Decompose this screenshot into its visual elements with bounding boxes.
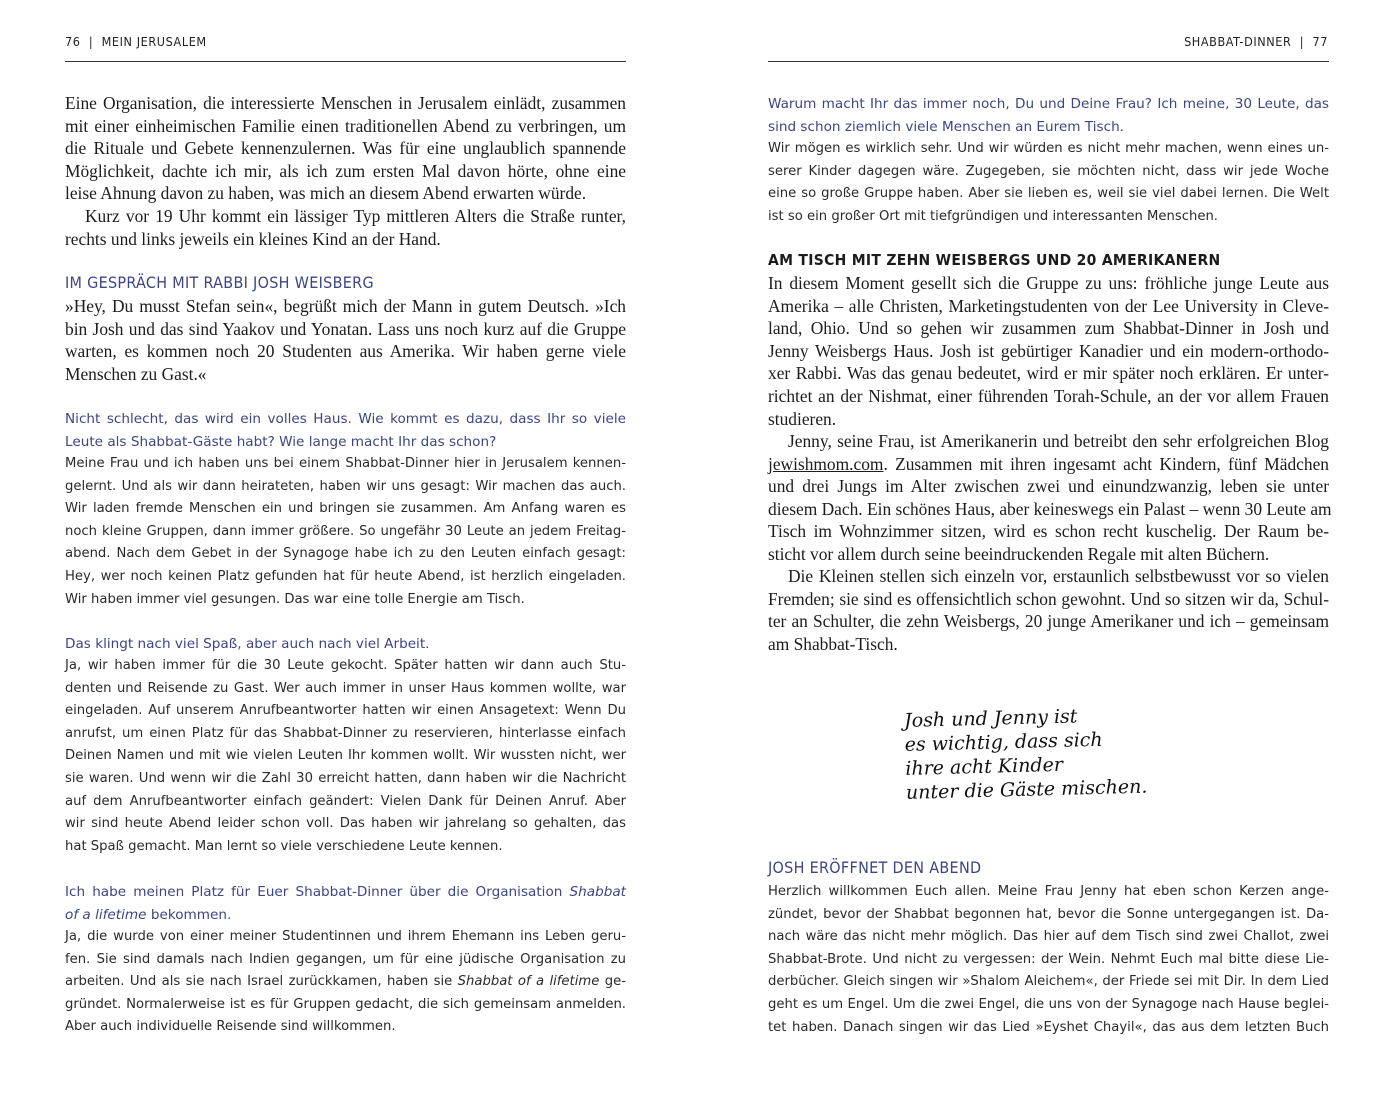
running-head-title: SHABBAT-DINNER xyxy=(1184,34,1292,49)
header-rule xyxy=(65,61,626,62)
text-line: und drei Jungs im Alter zwischen zwei und einundzwanzig, leben sie unter xyxy=(768,476,1329,497)
italic-title: of a lifetime xyxy=(65,906,147,923)
text-line: Die Kleinen stellen sich einzeln vor, erstaunlich selbstbewusst vor so vielen xyxy=(788,566,1329,586)
text-line: gründet. Normalerweise ist es für Gruppen gedacht, die sich gemeinsam anmelden. xyxy=(65,996,626,1012)
answer-paragraph xyxy=(768,138,1329,228)
text-line: JOSH ERÖFFNET DEN ABEND xyxy=(768,858,982,877)
text-line: Shabbat-Brote. Und nicht zu vergessen: der Wein. Nehmt Euch mal bitte diese Lie- xyxy=(768,951,1329,967)
note-line: es wichtig, dass sich xyxy=(904,728,1103,756)
section-heading xyxy=(768,857,1329,880)
text-line: Tisch im Wohnzimmer sitzen, wird es schon recht kuschelig. Der Raum be- xyxy=(768,521,1329,542)
interview-question xyxy=(65,408,626,453)
text-line: noch kleine Gruppen, dann immer größere. So ungefähr 30 Leute an jedem Freitag- xyxy=(65,523,626,539)
text-line: Das klingt nach viel Spaß, aber auch nach viel Arbeit. xyxy=(65,636,430,652)
header-rule xyxy=(768,61,1329,62)
text-line: eingeladen. Auf unserem Anrufbeantworter hatten wir einen Ansagetext: Wenn Du xyxy=(65,703,626,719)
italic-title: Shabbat of a lifetime xyxy=(457,974,600,990)
body-paragraph xyxy=(65,92,626,205)
text-line: eine so große Gruppe haben. Aber sie lieben es, weil sie viel dabei lernen. Die Welt xyxy=(768,186,1329,202)
text-line: warten, es kommen noch 20 Studenten aus Amerika. Wir haben gerne viele xyxy=(65,341,626,362)
text-line: Wir haben immer viel gesungen. Das war eine tolle Energie am Tisch. xyxy=(65,591,525,607)
body-paragraph xyxy=(65,205,626,250)
body-paragraph xyxy=(65,295,626,385)
text-line: geht es um Engel. Um die zwei Engel, die uns von der Synagoge nach Hause beglei- xyxy=(768,996,1329,1012)
body-paragraph xyxy=(768,272,1329,430)
text-line: Jenny, seine Frau, ist Amerikanerin und betreibt den sehr erfolgreichen Blog xyxy=(788,431,1329,451)
text-line xyxy=(65,881,626,904)
text-line: am Shabbat-Tisch. xyxy=(768,633,898,654)
blog-link[interactable]: jewishmom.com xyxy=(768,453,884,474)
body-paragraph xyxy=(768,565,1329,655)
text-line: abend. Nach dem Gebet in der Synagoge habe ich zu den Leuten einfach gesagt: xyxy=(65,546,626,562)
text-line: rechts und links jeweils ein kleines Kind an der Hand. xyxy=(65,228,441,249)
answer-paragraph xyxy=(65,453,626,611)
text-line: sind schon ziemlich viele Menschen an Eurem Tisch. xyxy=(768,118,1124,135)
text-line: Möglichkeit, dachte ich mir, als ich zum ersten Mal davon hörte, ohne eine xyxy=(65,160,626,181)
text-line: Jenny Weisbergs Haus. Josh ist gebürtiger Kanadier und ein modern-orthodo- xyxy=(768,340,1329,361)
text-line: Herzlich willkommen Euch allen. Meine Frau Jenny hat eben schon Kerzen ange- xyxy=(768,884,1329,899)
answer-paragraph xyxy=(65,655,626,858)
text-line: diesem Dach. Ein schönes Haus, aber keineswegs ein Palast – wenn 30 Leute am xyxy=(768,498,1332,519)
text-line: die Rituale und Gebete kennenzulernen. Was für eine unglaublich spannende xyxy=(65,138,626,159)
text-line: Fremden; sie sind es offensichtlich schon gewohnt. Und so sitzen wir da, Schul- xyxy=(768,588,1329,609)
note-line: ihre acht Kinder xyxy=(905,753,1064,780)
text-line: mit einer einheimischen Familie einen traditionellen Abend zu verbringen, um xyxy=(65,115,626,136)
text-line: Meine Frau und ich haben uns bei einem Shabbat-Dinner hier in Jerusalem kennen- xyxy=(65,456,626,471)
answer-paragraph xyxy=(768,881,1329,1039)
text-segment: bekommen. xyxy=(146,906,232,923)
text-line: hat Spaß gemacht. Man lernt so viele verschiedene Leute kennen. xyxy=(65,838,503,854)
text-line: studieren. xyxy=(768,408,837,429)
text-line: nach wäre das nicht mehr möglich. Das hier auf dem Tisch sind zwei Challot, zwei xyxy=(768,929,1329,945)
text-line: Hey, wer noch keinen Platz gefunden hat für heute Abend, ist herzlich eingeladen. xyxy=(65,568,626,584)
text-line: Nicht schlecht, das wird ein volles Haus. Wie kommt es dazu, dass Ihr so viele xyxy=(65,411,626,427)
text-line: Eine Organisation, die interessierte Menschen in Jerusalem einlädt, zusammen xyxy=(65,93,626,113)
text-line: zündet, bevor der Shabbat begonnen hat, bevor die Sonne untergegangen ist. Da- xyxy=(768,906,1329,922)
text-line: Kurz vor 19 Uhr kommt ein lässiger Typ mittleren Alters die Straße runter, xyxy=(85,206,626,226)
text-line: leise Ahnung davon zu haben, was mich an diesem Abend erwarten würde. xyxy=(65,183,587,204)
text-line: sticht vor allem durch seine beeindruckenden Regale mit alten Büchern. xyxy=(768,543,1270,564)
note-line: unter die Gäste mischen. xyxy=(905,775,1148,804)
page-number: 77 xyxy=(1312,34,1328,49)
text-line: In diesem Moment gesellt sich die Gruppe zu uns: fröhliche junge Leute aus xyxy=(768,273,1329,293)
text-line: land, Ohio. Und so gehen wir zusammen zum Shabbat-Dinner in Josh und xyxy=(768,318,1329,339)
text-line: fen. Sie sind damals nach Indien gegangen, um für eine jüdische Organisation zu xyxy=(65,951,626,967)
text-segment: Ich habe meinen Platz für Euer Shabbat-Dinner über die Organisation xyxy=(65,884,570,900)
section-heading xyxy=(768,249,1329,272)
text-line: denten und Reisende zu Gast. Wer auch immer in unser Haus kommen wollte, war xyxy=(65,680,626,696)
text-line: Ja, wir haben immer für die 30 Leute gekocht. Später hatten wir dann auch Stu- xyxy=(65,658,626,673)
text-line: Aber auch individuelle Reisende sind willkommen. xyxy=(65,1019,396,1035)
text-line: ist so ein großer Ort mit tiefgründigen und interessanten Menschen. xyxy=(768,208,1219,224)
text-line xyxy=(768,453,1329,476)
text-line: anrufst, um einen Platz für das Shabbat-Dinner zu reservieren, hinterlasse einfach xyxy=(65,725,626,741)
text-line: Amerika – alle Christen, Marketingstudenten von der Lee University in Cleve- xyxy=(768,295,1329,316)
interview-question xyxy=(768,93,1329,138)
text-line xyxy=(65,904,626,927)
text-line: IM GESPRÄCH MIT RABBI JOSH WEISBERG xyxy=(65,273,374,292)
running-head-title: MEIN JERUSALEM xyxy=(101,34,207,49)
interview-question xyxy=(65,881,626,926)
italic-title: Shabbat xyxy=(569,884,626,900)
text-line: Deinen Namen und mit wie vielen Leuten Ihr kommen wollt. Wir wussten nicht, wer xyxy=(65,748,626,764)
text-line: richtet an der Nishmat, einer führenden Torah-Schule, an der vor allem Frauen xyxy=(768,385,1329,406)
text-line: gelernt. Und als wir dann heirateten, haben wir uns gesagt: Wir machen das auch. xyxy=(65,478,626,494)
text-line: sie waren. Und wenn wir die Zahl 30 erreicht hatten, dann haben wir die Nachricht xyxy=(65,770,626,786)
text-line: xer Rabbi. Was das genau bedeutet, wird er mir später noch erklären. Er unter- xyxy=(768,363,1329,384)
text-line: bin Josh und das sind Yaakov und Yonatan. Lass uns noch kurz auf die Gruppe xyxy=(65,318,626,339)
handwritten-note xyxy=(904,701,1206,805)
text-line: auf dem Anrufbeantworter einfach geändert: Vielen Dank für Deinen Anruf. Aber xyxy=(65,793,626,809)
running-head-right: SHABBAT-DINNER | 77 xyxy=(1184,34,1328,49)
text-line: Wir mögen es wirklich sehr. Und wir würden es nicht mehr machen, wenn eines un- xyxy=(768,141,1329,156)
text-line: ter an Schulter, die zehn Weisbergs, 20 junge Amerikaner und ich – gemeinsam xyxy=(768,611,1329,632)
text-line: Menschen zu Gast.« xyxy=(65,363,207,384)
section-heading xyxy=(65,272,626,295)
text-segment: . Zusammen mit ihren ingesamt acht Kindern, fünf Mädchen xyxy=(883,453,1329,474)
text-line: tet haben. Danach singen wir das Lied »Eyshet Chayil«, das aus dem letzten Buch xyxy=(768,1019,1329,1035)
interview-question xyxy=(65,633,626,656)
text-line: serer Kinder dagegen wäre. Zugegeben, sie möchten nicht, dass wir jede Woche xyxy=(768,163,1329,179)
running-head-left: 76 | MEIN JERUSALEM xyxy=(65,34,207,49)
text-segment: ge- xyxy=(599,974,626,990)
answer-paragraph xyxy=(65,926,626,1039)
page-number: 76 xyxy=(65,34,81,49)
text-segment: arbeiten. Und als sie nach Israel zurückkamen, haben sie xyxy=(65,974,458,990)
body-paragraph xyxy=(768,430,1332,566)
text-line: Leute als Shabbat-Gäste habt? Wie lange macht Ihr das schon? xyxy=(65,433,497,450)
text-line: »Hey, Du musst Stefan sein«, begrüßt mich der Mann in gutem Deutsch. »Ich xyxy=(65,296,626,316)
text-line: Wir laden fremde Menschen ein und bringen sie zusammen. Am Anfang waren es xyxy=(65,501,626,517)
text-line: AM TISCH MIT ZEHN WEISBERGS UND 20 AMERIKANERN xyxy=(768,251,1221,269)
text-line xyxy=(65,971,626,994)
text-line: derbücher. Gleich singen wir »Shalom Aleichem«, der Friede sei mit Dir. In dem Lied xyxy=(768,974,1329,990)
text-line: Warum macht Ihr das immer noch, Du und Deine Frau? Ich meine, 30 Leute, das xyxy=(768,96,1329,112)
text-line: Ja, die wurde von einer meiner Studentinnen und ihrem Ehemann ins Leben geru- xyxy=(65,929,626,944)
text-line: wir sind heute Abend leider schon voll. Das haben wir jahrelang so gehalten, das xyxy=(65,816,626,832)
note-line: Josh und Jenny ist xyxy=(903,705,1078,732)
